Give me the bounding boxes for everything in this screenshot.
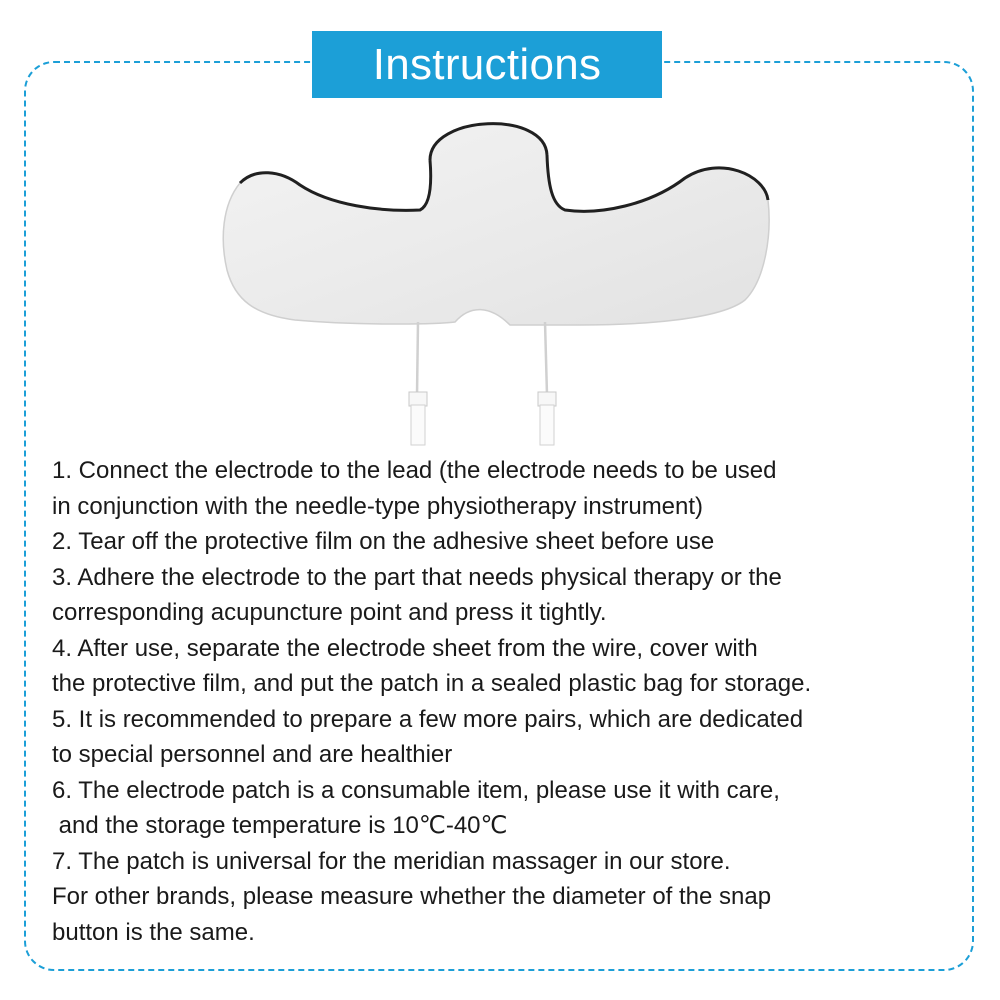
instruction-line: in conjunction with the needle-type physiotherapy instrument) <box>52 492 704 520</box>
instruction-line: the protective film, and put the patch in a sealed plastic bag for storage. <box>52 670 812 697</box>
instruction-line: 5. It is recommended to prepare a few more pairs, which are dedicated <box>52 705 804 733</box>
instruction-line: 4. After use, separate the electrode sheet from the wire, cover with <box>52 634 758 662</box>
instruction-line: 3. Adhere the electrode to the part that needs physical therapy or the <box>52 563 782 591</box>
instruction-line: button is the same. <box>52 918 255 946</box>
electrode-patch-icon <box>210 105 780 455</box>
instruction-line: 6. The electrode patch is a consumable item, please use it with care, <box>52 776 780 804</box>
instructions-list <box>52 453 982 950</box>
instruction-line: 2. Tear off the protective film on the adhesive sheet before use <box>52 528 715 555</box>
instruction-line: corresponding acupuncture point and press it tightly. <box>52 599 607 626</box>
instruction-line: 1. Connect the electrode to the lead (the electrode needs to be used <box>52 457 777 484</box>
instruction-line: 7. The patch is universal for the meridian massager in our store. <box>52 847 731 875</box>
instruction-line: For other brands, please measure whether the diameter of the snap <box>52 883 772 910</box>
instruction-line: to special personnel and are healthier <box>52 741 453 768</box>
patch-pad <box>223 124 769 325</box>
instruction-line: and the storage temperature is 10℃-40℃ <box>52 812 508 839</box>
title-banner: Instructions <box>312 31 662 98</box>
